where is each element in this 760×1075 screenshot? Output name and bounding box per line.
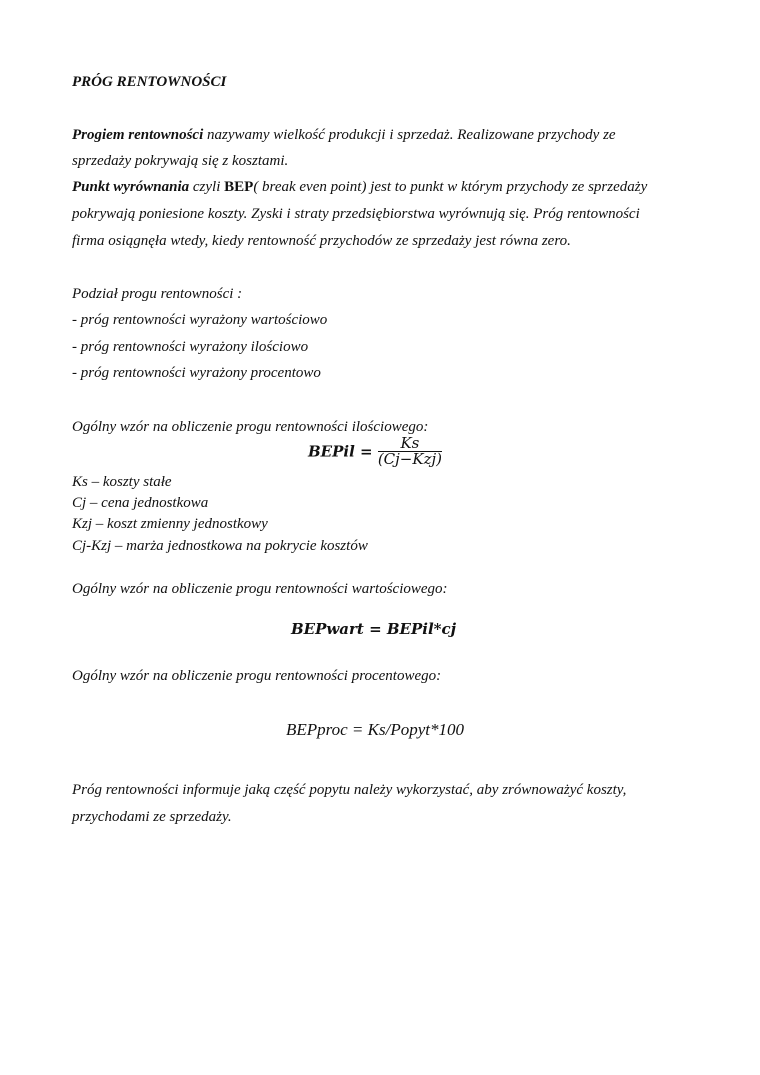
- value-heading: Ogólny wzór na obliczenie progu rentowności wartościowego:: [72, 581, 448, 597]
- term-prog: Progiem rentowności: [72, 127, 204, 143]
- closing-line1: Próg rentowności informuje jaką część popytu należy wykorzystać, aby zrównoważyć koszty,: [72, 782, 627, 798]
- closing-line2: przychodami ze sprzedaży.: [72, 809, 232, 825]
- legend-item: Kzj – koszt zmienny jednostkowy: [72, 516, 268, 532]
- text: czyli: [189, 179, 225, 195]
- para1-line1: [72, 126, 616, 144]
- division-item: - próg rentowności wyrażony wartościowo: [72, 312, 328, 328]
- text: ( break even point) jest to punkt w którym przychody ze sprzedaży: [253, 179, 648, 195]
- formula-denominator: (Cj−Kzj): [377, 450, 442, 468]
- para2-line3: firma osiągnęła wtedy, kiedy rentowność przychodów ze sprzedaży jest równa zero.: [72, 233, 571, 249]
- document-title: PRÓG RENTOWNOŚCI: [72, 74, 227, 90]
- para2-line1: [72, 178, 647, 196]
- term-punkt: Punkt wyrównania: [72, 179, 190, 195]
- division-item: - próg rentowności wyrażony ilościowo: [72, 339, 309, 355]
- division-item: - próg rentowności wyrażony procentowo: [72, 365, 321, 381]
- quantity-heading: Ogólny wzór na obliczenie progu rentowności ilościowego:: [72, 419, 429, 435]
- para2-line2: pokrywają poniesione koszty. Zyski i straty przedsiębiorstwa wyrównują się. Próg rentowności: [72, 206, 640, 222]
- value-formula: BEPwart = BEPil*cj: [291, 620, 457, 638]
- quantity-formula: [308, 436, 442, 467]
- formula-fraction: [378, 436, 442, 467]
- percent-heading: Ogólny wzór na obliczenie progu rentowności procentowego:: [72, 668, 442, 684]
- legend-item: Ks – koszty stałe: [72, 474, 172, 490]
- term-bep: BEP: [224, 179, 254, 195]
- para1-line2: sprzedaży pokrywają się z kosztami.: [72, 153, 289, 169]
- formula-lhs: BEPil =: [308, 442, 373, 461]
- division-heading: Podział progu rentowności :: [72, 286, 243, 302]
- text: nazywamy wielkość produkcji i sprzedaż. Realizowane przychody ze: [203, 127, 616, 143]
- formula-numerator: Ks: [378, 436, 442, 452]
- percent-formula: BEPproc = Ks/Popyt*100: [286, 720, 464, 739]
- legend-item: Cj – cena jednostkowa: [72, 495, 209, 511]
- legend-item: Cj-Kzj – marża jednostkowa na pokrycie kosztów: [72, 538, 368, 554]
